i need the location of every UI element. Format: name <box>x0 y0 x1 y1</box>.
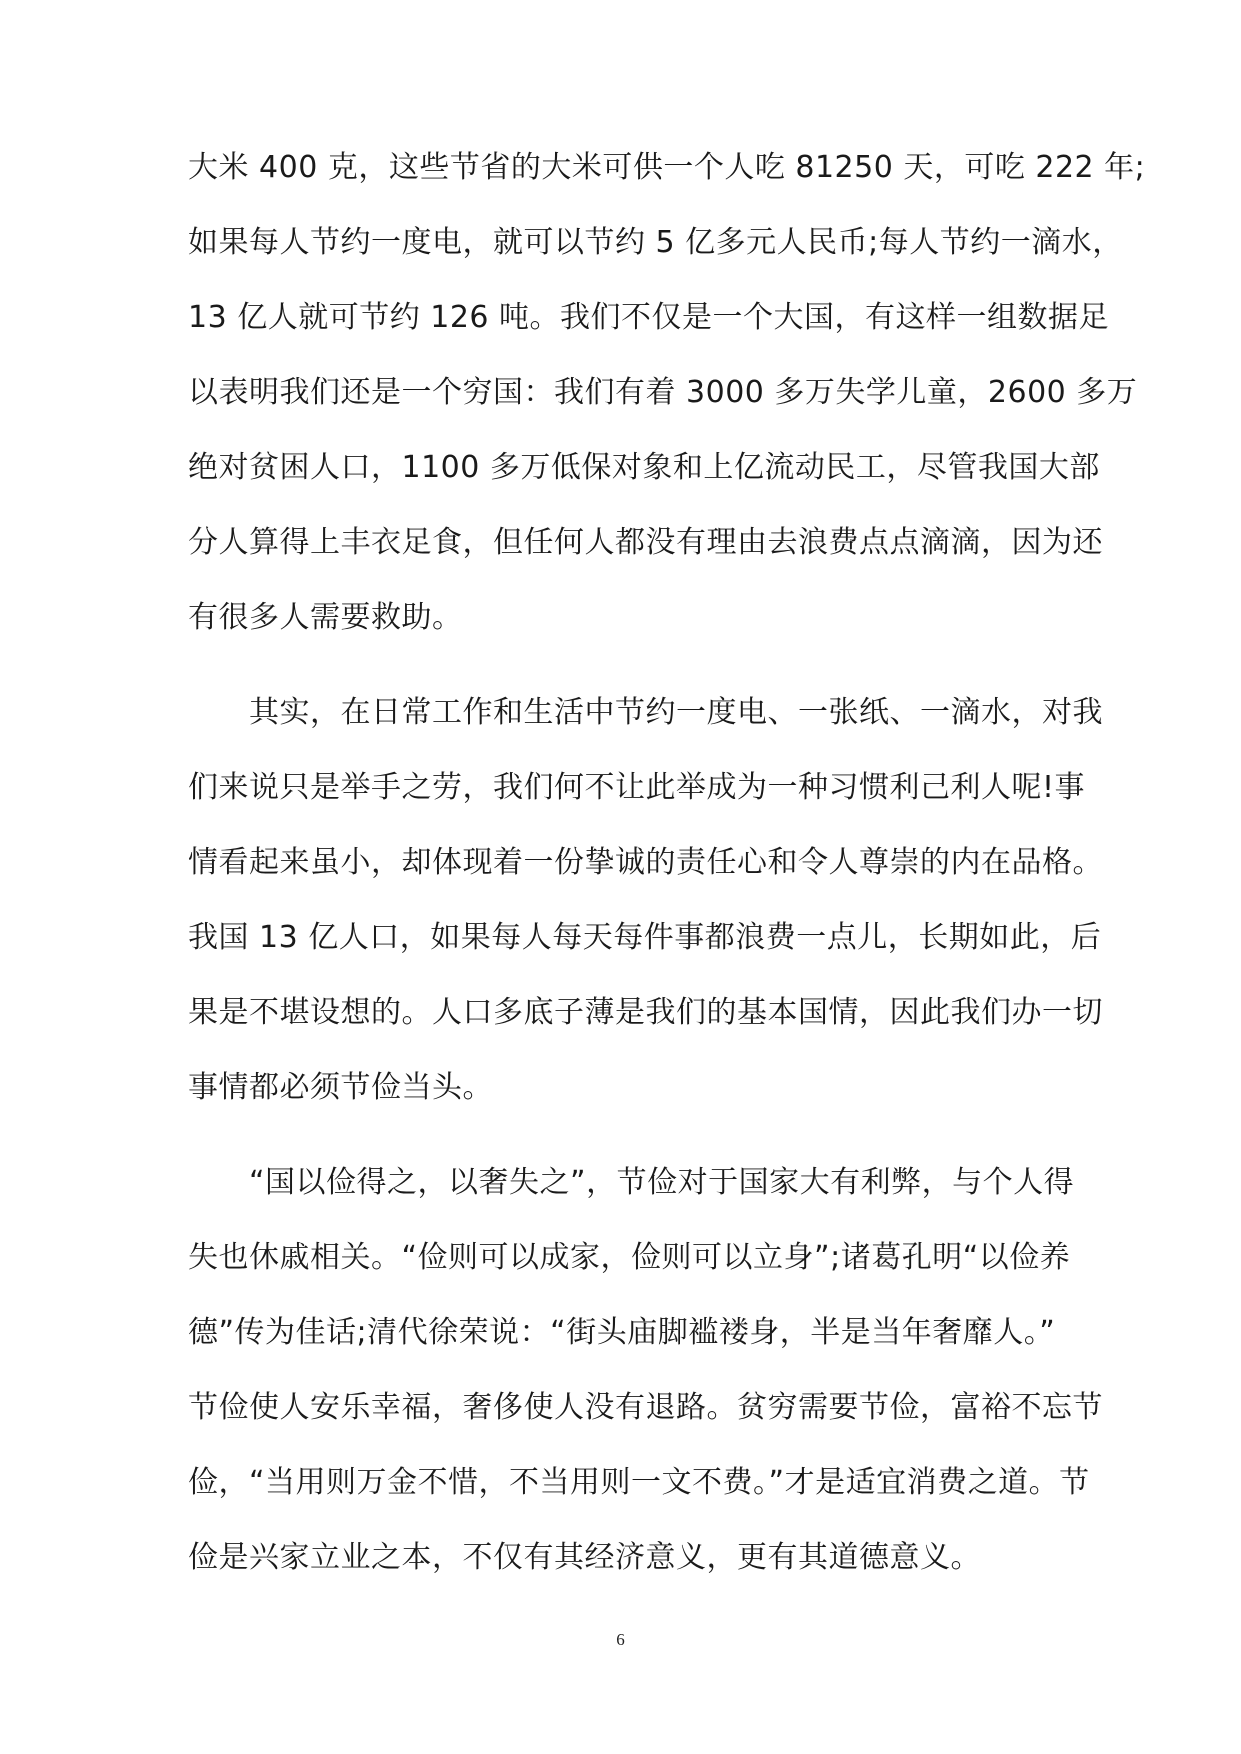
text-line: 节俭使人安乐幸福，奢侈使人没有退路。贫穷需要节俭，富裕不忘节 <box>188 1390 1103 1425</box>
page-number: 6 <box>616 1630 625 1649</box>
text-line: 们来说只是举手之劳，我们何不让此举成为一种习惯利己利人呢!事 <box>188 770 1086 805</box>
text-line: 德”传为佳话;清代徐荣说：“街头庙脚褴褛身，半是当年奢靡人。” <box>188 1315 1056 1350</box>
paragraph-1 <box>188 138 1146 663</box>
text-line: 13 亿人就可节约 126 吨。我们不仅是一个大国，有这样一组数据足 <box>188 300 1110 335</box>
text-line: 如果每人节约一度电，就可以节约 5 亿多元人民币;每人节约一滴水， <box>188 225 1123 260</box>
paragraph-3 <box>188 1153 1103 1603</box>
document-body <box>188 138 1146 1603</box>
text-line: 俭是兴家立业之本，不仅有其经济意义，更有其道德意义。 <box>188 1540 981 1575</box>
text-line: 果是不堪设想的。人口多底子薄是我们的基本国情，因此我们办一切 <box>188 995 1103 1030</box>
text-line: “国以俭得之，以奢失之”，节俭对于国家大有利弊，与个人得 <box>188 1165 1075 1200</box>
text-line: 其实，在日常工作和生活中节约一度电、一张纸、一滴水，对我 <box>188 695 1103 730</box>
text-line: 事情都必须节俭当头。 <box>188 1070 493 1105</box>
paragraph-spacer <box>188 663 1058 683</box>
text-line: 失也休戚相关。“俭则可以成家，俭则可以立身”;诸葛孔明“以俭养 <box>188 1240 1071 1275</box>
text-line: 俭，“当用则万金不惜，不当用则一文不费。”才是适宜消费之道。节 <box>188 1465 1090 1500</box>
text-line: 情看起来虽小，却体现着一份挚诚的责任心和令人尊崇的内在品格。 <box>188 845 1103 880</box>
text-line: 有很多人需要救助。 <box>188 600 463 635</box>
paragraph-spacer <box>188 1133 1058 1153</box>
text-line: 我国 13 亿人口，如果每人每天每件事都浪费一点儿，长期如此，后 <box>188 920 1102 955</box>
text-line: 绝对贫困人口，1100 多万低保对象和上亿流动民工，尽管我国大部 <box>188 450 1100 485</box>
text-line: 大米 400 克，这些节省的大米可供一个人吃 81250 天，可吃 222 年; <box>188 150 1146 185</box>
paragraph-2 <box>188 683 1103 1133</box>
text-line: 以表明我们还是一个穷国：我们有着 3000 多万失学儿童，2600 多万 <box>188 375 1138 410</box>
text-line: 分人算得上丰衣足食，但任何人都没有理由去浪费点点滴滴，因为还 <box>188 525 1103 560</box>
